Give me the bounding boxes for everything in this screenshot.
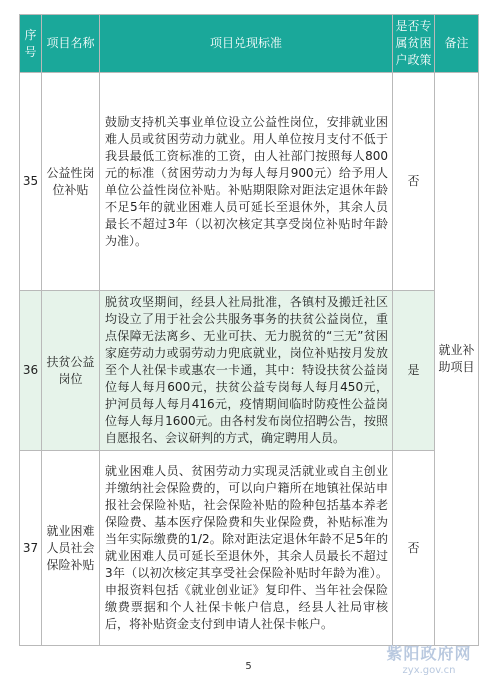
merged-note-text: 就业补助项目 bbox=[438, 343, 475, 374]
watermark-url: zyx.gov.cn bbox=[402, 665, 456, 676]
watermark bbox=[370, 644, 488, 677]
merged-note-cell bbox=[435, 73, 479, 646]
row-project-name bbox=[42, 291, 100, 451]
row-project-name-text: 扶贫公益岗位 bbox=[46, 354, 95, 386]
table-row bbox=[20, 451, 479, 646]
row-project-name-text: 公益性岗位补贴 bbox=[46, 165, 95, 197]
row-project-name-text: 就业困难人员社会保险补贴 bbox=[46, 523, 95, 572]
row-project-name bbox=[42, 451, 100, 646]
row-special: 否 bbox=[393, 451, 435, 646]
header-seq bbox=[20, 15, 42, 73]
header-special bbox=[393, 15, 435, 73]
table-row bbox=[20, 291, 479, 451]
header-note: 备注 bbox=[435, 15, 479, 73]
row-project-name bbox=[42, 73, 100, 291]
header-standard: 项目兑现标准 bbox=[100, 15, 393, 73]
row-seq: 36 bbox=[20, 291, 42, 451]
row-standard: 就业困难人员、贫困劳动力实现灵活就业或自主创业并缴纳社会保险费的，可以向户籍所在地镇社保站申报社会保险补贴，社会保险补贴的险种包括基本养老保险费、基本医疗保险费和失业保险费，补贴标准为当年实际缴费的1/2。除对距法定退休年龄不足5年的就业困难人员可延长至退休外，其余人员最长不超过3年（以初次核定其享受社会保险补贴时年龄为准）。申报资料包括《就业创业证》复印件、当年社会保险缴费票据和个人社保卡帐户信息，经县人社局审核后，将补贴资金支付到申请人社保卡帐户。 bbox=[100, 451, 393, 646]
table-row bbox=[20, 73, 479, 291]
header-seq-text: 序号 bbox=[24, 27, 37, 59]
row-standard: 脱贫攻坚期间，经县人社局批准，各镇村及搬迁社区均设立了用于社会公共服务事务的扶贫公益岗位，重点保障无法离乡、无业可扶、无力脱贫的“三无”贫困家庭劳动力或弱劳动力兜底就业，岗位补贴按月发放至个人社保卡或惠农一卡通，其中：特设扶贫公益岗位每人每月600元，扶贫公益专岗每人每月450元，护河员每人每月416元，疫情期间临时防疫性公益岗位每人每月1600元。由各村发布岗位招聘公告，按照自愿报名、会议研判的方式，确定聘用人员。 bbox=[100, 291, 393, 451]
watermark-title: 紫阳政府网 bbox=[386, 644, 472, 663]
row-standard: 鼓励支持机关事业单位设立公益性岗位，安排就业困难人员或贫困劳动力就业。用人单位按月支付不低于我县最低工资标准的工资，由人社部门按照每人800元的标准（贫困劳动力为每人每月900元）给予用人单位公益性岗位补贴。补贴期限除对距法定退休年龄不足5年的就业困难人员可延长至退休外，其余人员最长不超过3年（以初次核定其享受岗位补贴时年龄为准）。 bbox=[100, 73, 393, 291]
page-number: 5 bbox=[245, 661, 252, 672]
row-seq: 37 bbox=[20, 451, 42, 646]
table-header-row bbox=[20, 15, 479, 73]
header-special-text: 是否专属贫困户政策 bbox=[395, 19, 432, 67]
policy-table bbox=[19, 14, 479, 646]
row-special: 否 bbox=[393, 73, 435, 291]
row-seq: 35 bbox=[20, 73, 42, 291]
header-name: 项目名称 bbox=[42, 15, 100, 73]
row-special: 是 bbox=[393, 291, 435, 451]
